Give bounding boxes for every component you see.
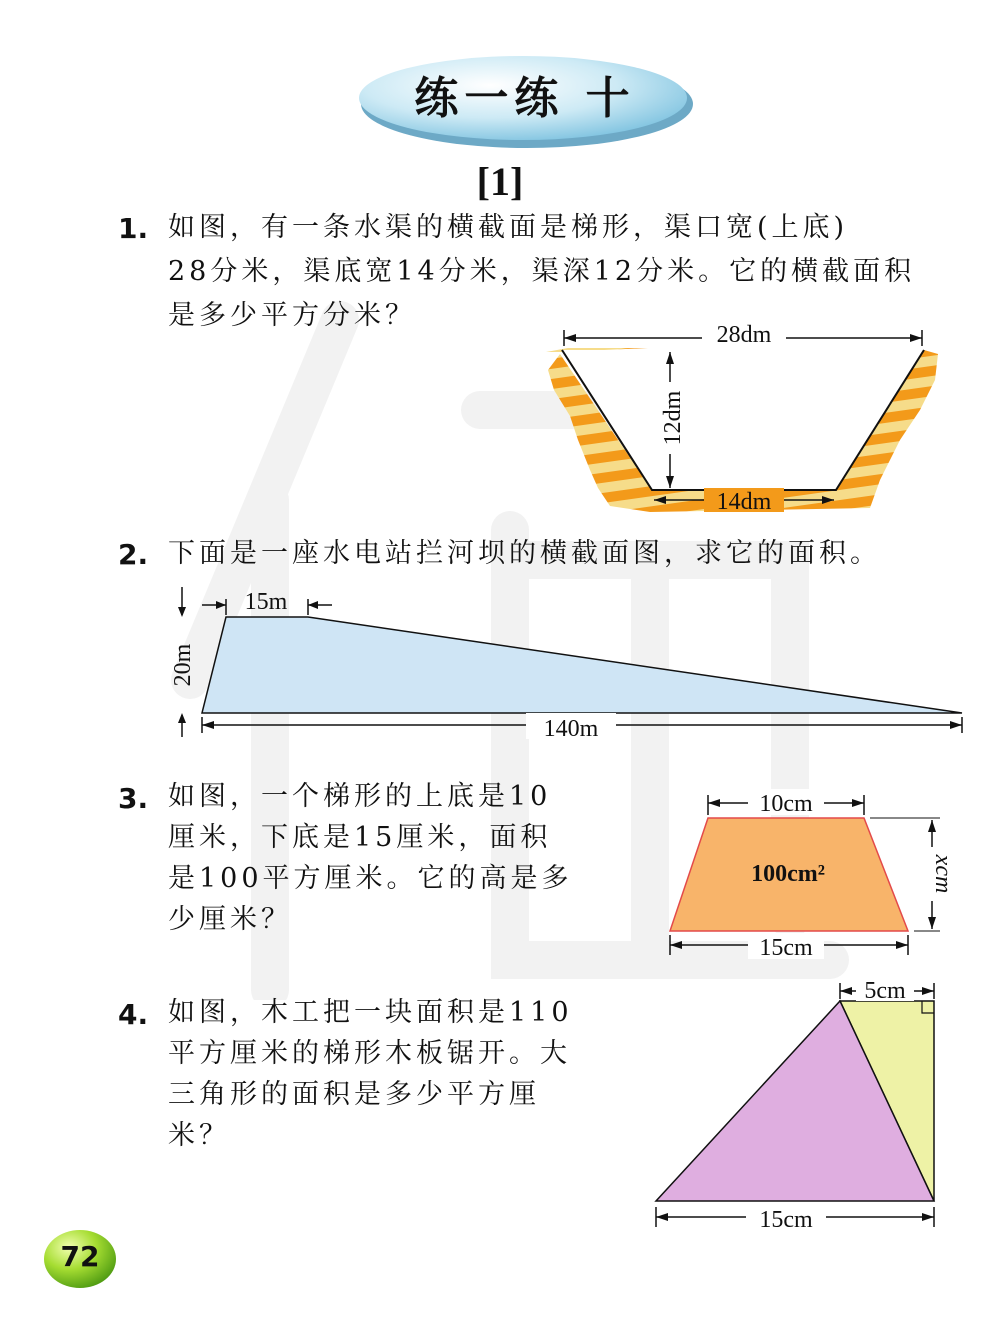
question-3-number: 3. [118, 782, 149, 815]
question-2-line-1: 下面是一座水电站拦河坝的横截面图，求它的面积。 [168, 538, 881, 569]
trapezoid-bottom-label: 15cm [759, 935, 813, 961]
dam-top-label: 15m [244, 589, 288, 615]
page-title: 练一练 十 [414, 73, 636, 124]
canal-height-label: 12dm [660, 390, 686, 446]
dam-shape [202, 617, 962, 713]
question-3-line-1: 如图，一个梯形的上底是10 [168, 781, 552, 812]
question-4-number: 4. [118, 998, 149, 1031]
question-1-text [168, 206, 915, 338]
question-3-text [168, 776, 573, 940]
question-1-line-3: 是多少平方分米？ [168, 300, 416, 331]
trapezoid-area-label: 100cm² [751, 861, 825, 887]
question-4-line-1: 如图，木工把一块面积是110 [168, 997, 573, 1028]
dam-figure [160, 585, 970, 745]
canal-bottom-label: 14dm [716, 489, 772, 515]
section-number: [1] [476, 159, 524, 204]
question-2-text [168, 532, 881, 576]
question-3-line-3: 是100平方厘米。它的高是多 [168, 863, 573, 894]
question-1-number: 1. [118, 212, 149, 245]
question-2-number: 2. [118, 538, 149, 571]
page-number: 72 [60, 1240, 100, 1273]
trapezoid-height-label: xcm [930, 854, 956, 894]
dam-bottom-label: 140m [543, 716, 599, 742]
canal-figure [540, 320, 950, 525]
question-1-line-2: 28分米，渠底宽14分米，渠深12分米。它的横截面积 [168, 256, 916, 287]
dam-height-label: 20m [170, 643, 196, 687]
question-4-line-2: 平方厘米的梯形木板锯开。大 [168, 1038, 571, 1069]
board-top-label: 5cm [864, 978, 906, 1004]
canal-top-label: 28dm [716, 322, 772, 348]
trapezoid-figure [660, 785, 960, 965]
question-3-line-4: 少厘米？ [168, 904, 292, 935]
trapezoid-top-label: 10cm [759, 791, 813, 817]
question-4-line-4: 米？ [168, 1120, 230, 1151]
board-bottom-label: 15cm [759, 1207, 813, 1233]
question-4-text [168, 992, 573, 1156]
question-1-line-1: 如图，有一条水渠的横截面是梯形，渠口宽(上底) [168, 212, 849, 243]
board-figure [640, 975, 950, 1235]
question-3-line-2: 厘米，下底是15厘米，面积 [168, 822, 552, 853]
question-4-line-3: 三角形的面积是多少平方厘 [168, 1079, 540, 1110]
